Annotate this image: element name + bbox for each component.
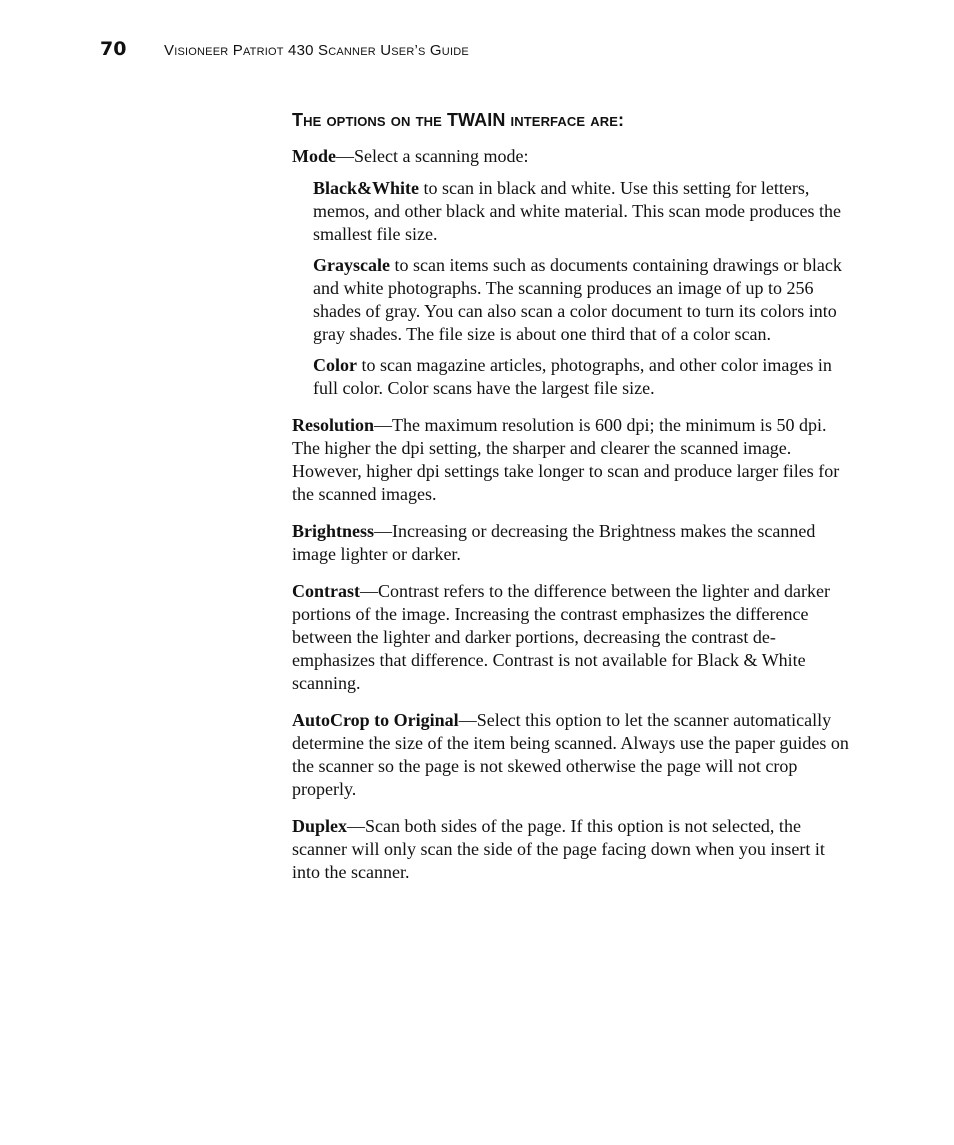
option-contrast [292,580,854,695]
option-text: —Scan both sides of the page. If this option is not selected, the scanner will only scan the side of the page facing down when you insert it into the scanner. [292,816,825,882]
option-text: —Select a scanning mode: [336,146,529,166]
option-mode [292,145,854,168]
option-term: Black&White [313,178,419,198]
option-term: Mode [292,146,336,166]
option-autocrop [292,709,854,801]
option-term: Duplex [292,816,348,836]
page-body [292,110,854,898]
option-term: Brightness [292,521,375,541]
option-text: —The maximum resolution is 600 dpi; the minimum is 50 dpi. The higher the dpi setting, the sharper and clearer the scanned image. However, higher dpi settings take longer to scan and produce larger files for the scanned images. [292,415,840,504]
option-resolution [292,414,854,506]
option-text: to scan in black and white. Use this setting for letters, memos, and other black and white material. This scan mode produces the smallest file size. [313,178,842,244]
option-text: to scan magazine articles, photographs, and other color images in full color. Color scans have the largest file size. [313,355,832,398]
option-term: Contrast [292,581,360,601]
option-text: —Increasing or decreasing the Brightness makes the scanned image lighter or darker. [292,521,816,564]
mode-option-black-white [313,177,854,246]
option-text: —Contrast refers to the difference between the lighter and darker portions of the image. Increasing the contrast emphasizes the difference between the lighter and darker portions, decreasing the contrast de-emphasizes that difference. Contrast is not available for Black & White scanning. [292,581,830,693]
option-text: to scan items such as documents containing drawings or black and white photographs. The scanning produces an image of up to 256 shades of gray. You can also scan a color document to turn its colors into gray shades. The file size is about one third that of a color scan. [313,255,842,344]
option-term: Resolution [292,415,375,435]
mode-option-color [313,354,854,400]
option-term: Color [313,355,357,375]
option-term: Grayscale [313,255,390,275]
running-head: Visioneer Patriot 430 Scanner User’s Guide [164,42,469,59]
option-term: AutoCrop to Original [292,710,459,730]
page-header [100,38,469,60]
mode-option-grayscale [313,254,854,346]
option-brightness [292,520,854,566]
option-duplex [292,815,854,884]
option-text: —Select this option to let the scanner automatically determine the size of the item being scanned. Always use the paper guides on the scanner so the page is not skewed otherwise the page will not crop properly. [292,710,849,799]
section-heading: The options on the TWAIN interface are: [292,110,625,130]
page-number: 70 [100,38,127,60]
